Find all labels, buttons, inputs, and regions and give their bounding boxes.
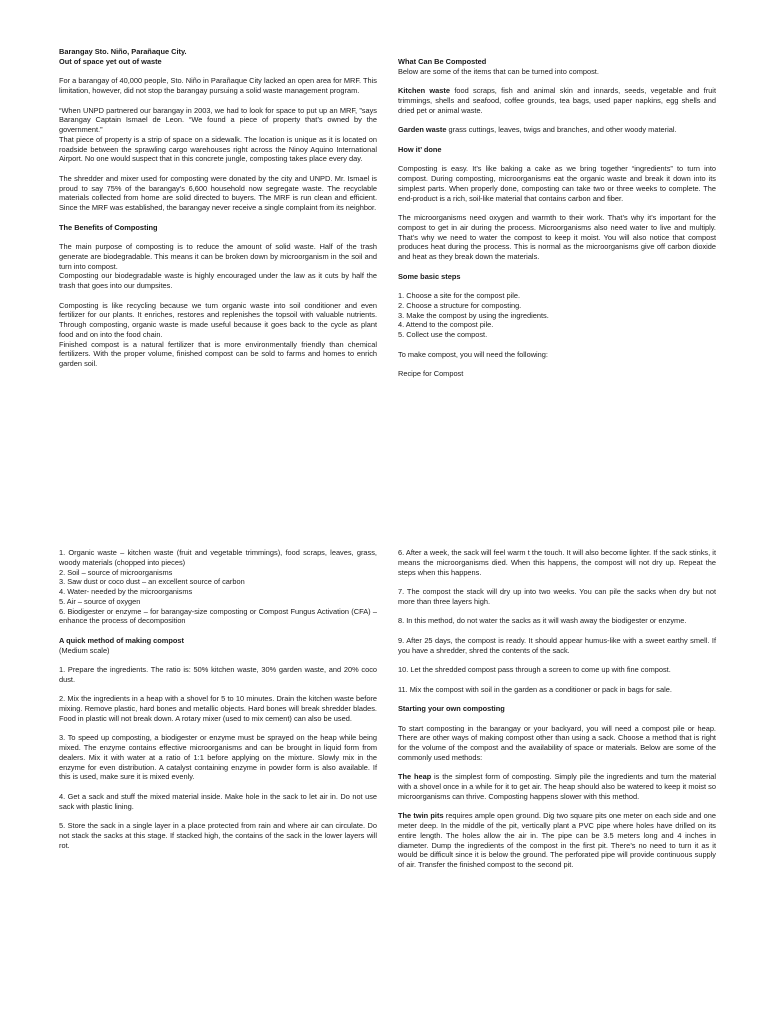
section-heading: A quick method of making compost [59,635,184,645]
paragraph: 7. The compost the stack will dry up into two weeks. You can pile the sacks when dry but not more than three layers high. [398,587,716,606]
section-heading: What Can Be Composted [398,57,487,66]
column-top-right [398,57,716,389]
section-heading: How it’ done [398,144,442,154]
inline-text: grass cuttings, leaves, twigs and branches, and other woody material. [446,125,677,135]
paragraph: For a barangay of 40,000 people, Sto. Niño in Parañaque City lacked an open area for MRF. This limitation, however, did not stop the barangay pursuing a solid waste management program. [59,76,377,95]
section-heading: The Benefits of Composting [59,222,158,232]
inline-text: food scraps, fish and animal skin and innards, seeds, vegetable and fruit trimmings, shells and seafood, coffee grounds, tea bags, used paper napkins, egg shells and dried pet or animal waste. [398,86,716,115]
paragraph: The shredder and mixer used for composting were donated by the city and UNPD. Mr. Ismael is proud to say 75% of the barangay’s 6,600 household now segregate waste. The recyclable materials collected from home are solid directed to buyers. The MRF is run clean and efficient. Since the MRF was established, the barangay never receive a single complaint from its neighbor. [59,173,377,212]
inline-text: requires ample open ground. Dig two square pits one meter on each side and one meter deep. In the middle of the pit, vertically plant a PVC pipe where holes have drilled on its entire length. The holes allow the air in. The pipe can be 3.5 meters long and 4 inches in diameter. Dump the ingredients of the compost in the first pit. There’s no need to turn it as it would be difficult since it is below the ground. The perforated pipe will provide continuous supply of air. Transfer the finished compost to the second pit. [398,811,716,869]
list-item: 6. Biodigester or enzyme – for barangay-size composting or Compost Fungus Activation (CFA) – enhance the process of decomposition [59,606,377,626]
inline-label: Kitchen waste [398,86,450,96]
list-item: 3. Saw dust or coco dust – an excellent source of carbon [59,577,245,587]
list-item: 2. Choose a structure for composting. [398,300,522,310]
list-item: 1. Organic waste – kitchen waste (fruit and vegetable trimmings), food scraps, leaves, grass, woody materials (chopped into pieces) [59,548,377,567]
paragraph: 1. Prepare the ingredients. The ratio is: 50% kitchen waste, 30% garden waste, and 20% coco dust. [59,665,377,684]
list-item: 5. Air – source of oxygen [59,596,141,606]
paragraph: Recipe for Compost [398,369,464,378]
list-item: 4. Attend to the compost pile. [398,320,494,330]
paragraph: 5. Store the sack in a single layer in a place protected from rain and where air can circulate. Do not stack the sacks at this stage. If stacked high, the contains of the sack in the lower layers will rot. [59,821,377,850]
paragraph: 10. Let the shredded compost pass through a screen to come up with fine compost. [398,665,671,674]
paragraph [398,86,716,115]
column-bottom-left [59,548,377,860]
paragraph: 11. Mix the compost with soil in the garden as a conditioner or pack in bags for sale. [398,684,672,694]
paragraph: 9. After 25 days, the compost is ready. It should appear humus-like with a sweet earthy smell. If you have a shredder, shred the contents of the sack. [398,635,716,655]
paragraph: Composting is easy. It’s like baking a cake as we bring together “ingredients” to turn into compost. During composting, microorganisms eat the organic waste and break it down into its simplest parts. When properly done, composting can take two or three weeks to complete. The end-product is a rich, soil-like material that contains carbon and fiber. [398,164,716,203]
paragraph: 2. Mix the ingredients in a heap with a shovel for 5 to 10 minutes. Drain the kitchen waste before mixing. Remove plastic, hard bones and metallic objects. Hard bones will break shredder blades. Food in plastic will not break down. A rotary mixer (used to mix cement) can also be used. [59,694,377,723]
paragraph: Composting is like recycling because we turn organic waste into soil conditioner and even fertilizer for our plants. It enriches, restores and replenishes the topsoil with valuable nutrients. Through composting, organic waste is made useful because it goes back to the cycle as plant food and on into the food chain. [59,300,377,339]
section-heading: Some basic steps [398,271,461,281]
paragraph: 8. In this method, do not water the sacks as it will wash away the biodigester or enzyme. [398,616,687,626]
document-title: Barangay Sto. Niño, Parañaque City. [59,47,187,56]
list-item: 5. Collect use the compost. [398,330,488,339]
paragraph: 3. To speed up composting, a biodigester or enzyme must be sprayed on the heap while being mixed. The enzyme contains effective microorganisms and can be brought in liquid form from dealers. Mix it with water at a ratio of 1:1 before applying on the mixture. Slowly mix in the enzyme for even distribution. A catalyst containing enzyme in powder form is also available. If this is used, make sure it is mixed evenly. [59,733,377,782]
paragraph [398,772,716,801]
column-bottom-right [398,548,716,880]
paragraph: To make compost, you will need the following: [398,349,548,359]
section-heading: Starting your own composting [398,704,505,713]
inline-label: The twin pits [398,811,444,821]
paragraph: Composting our biodegradable waste is highly encouraged under the law as it cuts by half the trash that goes into our dumpsites. [59,271,377,290]
paragraph: 4. Get a sack and stuff the mixed material inside. Make hole in the sack to let air in. Do not use sack with plastic lining. [59,791,377,811]
inline-text: is the simplest form of composting. Simply pile the ingredients and turn the material with a shovel once in a while for it to get air. The heap should also be watered to keep it moist so microorganisms can thrive. Composting happens slower with this method. [398,772,716,801]
paragraph: The main purpose of composting is to reduce the amount of solid waste. Half of the trash generate are biodegradable. This means it can be broken down by microorganism in the soil and turn into compost. [59,242,377,271]
inline-label: The heap [398,772,432,782]
list-item: 3. Make the compost by using the ingredients. [398,310,549,320]
paragraph: The microorganisms need oxygen and warmth to their work. That’s why it’s important for the compost to get in air during the process. Microorganisms also need water to live and multiply. That’s why we need to water the compost to keep it moist. You will also notice that compost produces heat during the process. This is normal as the microorganisms give off carbon dioxide and heat as they break down the materials. [398,213,716,261]
paragraph: Below are some of the items that can be turned into compost. [398,66,599,76]
list-item: 4. Water- needed by the microorganisms [59,587,193,596]
paragraph [398,125,716,135]
paragraph: That piece of property is a strip of space on a sidewalk. The location is unique as it is located on roadside between the sprawling cargo warehouses right across the Ninoy Aquino International Airport. No one would suspect that in this concrete jungle, composting takes place every day. [59,134,377,164]
paragraph: Finished compost is a natural fertilizer that is more environmentally friendly than chemical fertilizers. With the proper volume, finished compost can be sold to farms and homes to enrich garden soil. [59,339,377,368]
paragraph: To start composting in the barangay or your backyard, you will need a compost pile or heap. There are other ways of making compost other than using a sack. Choose a method that is right for the volume of the compost and the availability of space or materials. Below are some of the commonly used methods: [398,723,716,762]
inline-label: Garden waste [398,125,447,135]
column-top-left [59,47,377,379]
document-subtitle: Out of space yet out of waste [59,56,162,66]
paragraph: 6. After a week, the sack will feel warm t the touch. It will also become lighter. If the sack stinks, it means the microorganisms died. When this happens, the compost will not dry up. Repeat the steps when this happens. [398,548,716,577]
paragraph: “When UNPD partnered our barangay in 2003, we had to look for space to put up an MRF, ”says Barangay Captain Ismael de Leon. “We found a piece of property that’s owned by the government.” [59,105,377,134]
list-item: 2. Soil – source of microorganisms [59,567,173,577]
section-subheading: (Medium scale) [59,645,110,655]
list-item: 1. Choose a site for the compost pile. [398,291,521,300]
paragraph [398,811,716,870]
